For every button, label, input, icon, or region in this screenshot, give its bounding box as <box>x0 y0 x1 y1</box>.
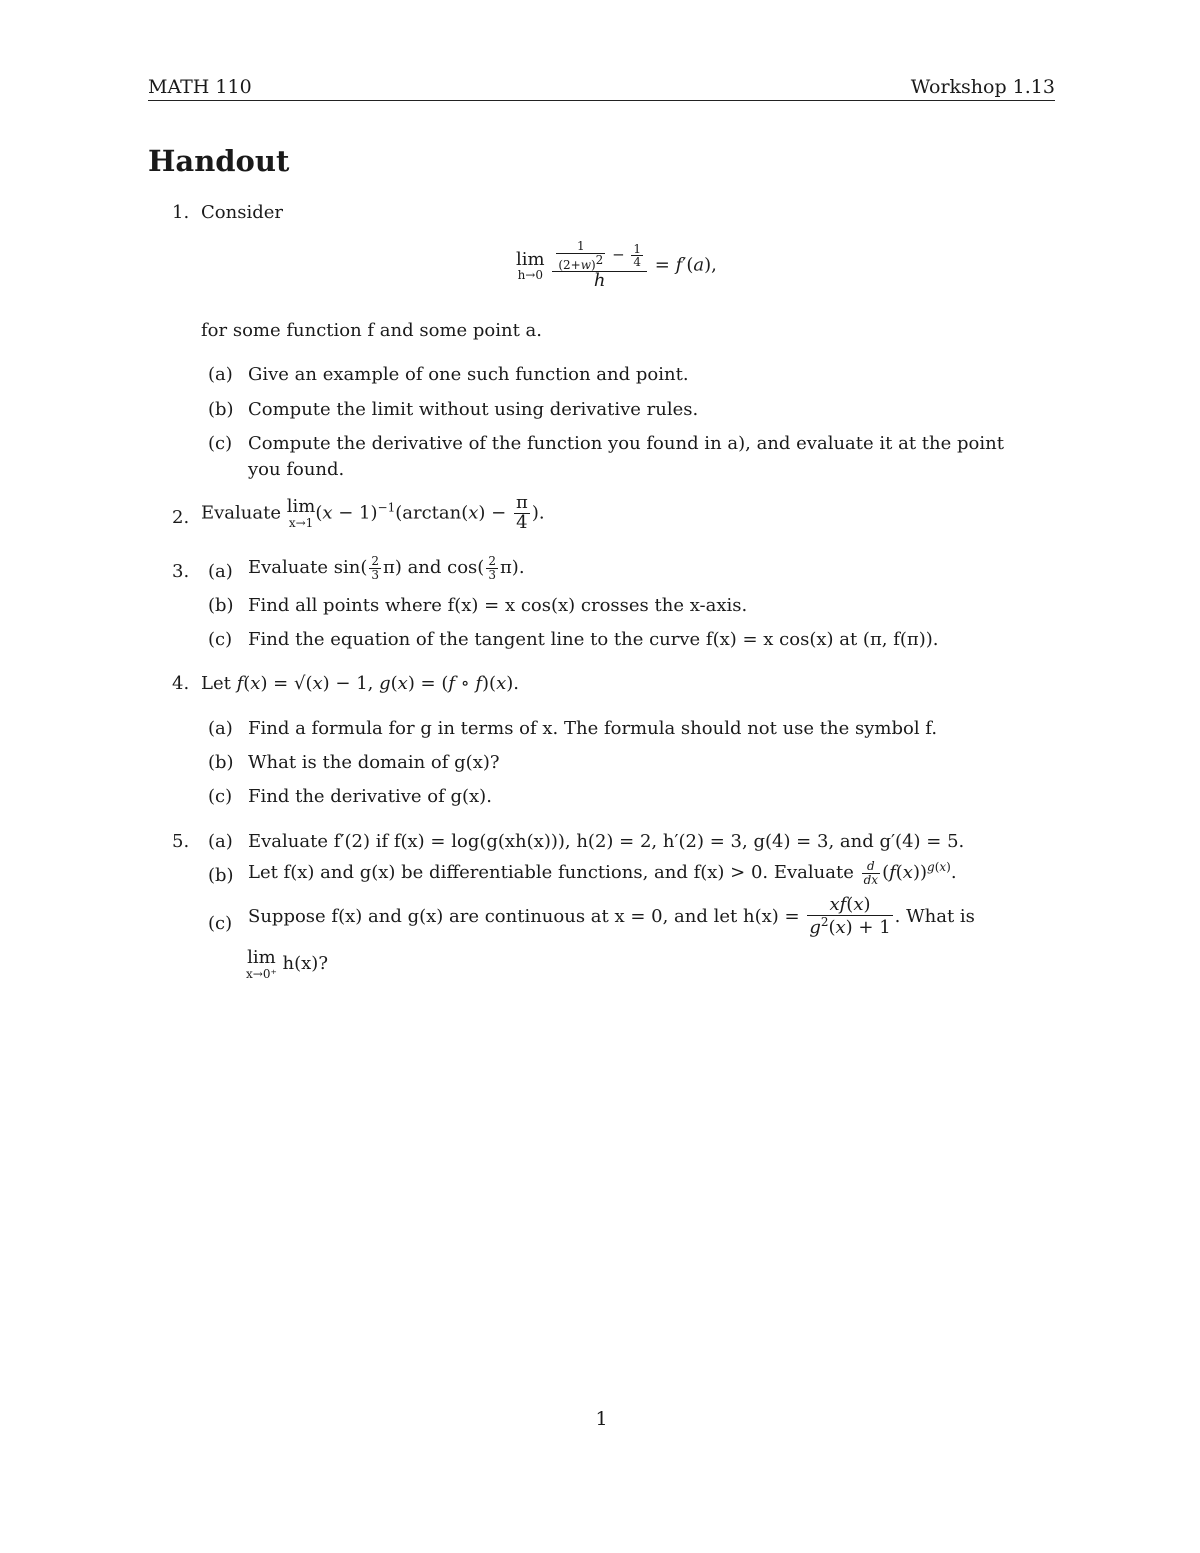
course-name: MATH 110 <box>148 76 252 98</box>
q1c-label: (c) <box>208 433 233 454</box>
q3a-label: (a) <box>208 561 233 582</box>
q3a-lead: Evaluate <box>248 557 329 579</box>
page-title: Handout <box>148 144 290 178</box>
q1b-text: Compute the limit without using derivative rules. <box>248 399 699 420</box>
q5c-text: Suppose f(x) and g(x) are continuous at x = 0, and let h(x) = <box>248 905 800 927</box>
document-page <box>148 0 1055 1553</box>
workshop-label: Workshop 1.13 <box>910 76 1055 98</box>
q3b-label: (b) <box>208 595 234 616</box>
q4c-label: (c) <box>208 786 233 807</box>
q1c-text: Compute the derivative of the function you found in a), and evaluate it at the point <box>248 433 1004 454</box>
q3c-text: Find the equation of the tangent line to the curve f(x) = x cos(x) at (π, f(π)). <box>248 629 939 650</box>
q1c-text-cont: you found. <box>248 459 345 480</box>
q5c-end: h(x)? <box>282 952 328 974</box>
q3a-text: Evaluate sin( $\frac{2}{3}$ π) and cos( $\frac{2}{3}$ π). <box>248 554 525 582</box>
q1b-label: (b) <box>208 399 234 420</box>
q1-number: 1. <box>172 202 190 223</box>
q1a-label: (a) <box>208 364 233 385</box>
q5a-label: (a) <box>208 831 233 852</box>
q4-lead: Let <box>201 673 231 694</box>
q5c-tail: . What is <box>894 905 975 927</box>
q5c-limit-var: x→0⁺ <box>246 966 277 981</box>
q2-number: 2. <box>172 507 190 528</box>
q2-lead: Evaluate <box>201 502 282 524</box>
q3b-text: Find all points where f(x) = x cos(x) crosses the x-axis. <box>248 595 748 616</box>
q3c-label: (c) <box>208 629 233 650</box>
q5c-label: (c) <box>208 913 233 934</box>
q4b-label: (b) <box>208 752 234 773</box>
q1-intro: Consider <box>201 202 283 223</box>
page-header <box>148 74 1055 101</box>
q3-number: 3. <box>172 561 190 582</box>
q5b-text: Let f(x) and g(x) be differentiable functions, and f(x) > 0. Evaluate <box>248 862 854 884</box>
q5a-text: Evaluate f′(2) if f(x) = log(g(xh(x))), h(2) = 2, h′(2) = 3, g(4) = 3, and g′(4) = 5. <box>248 831 965 852</box>
q5c-line: Suppose f(x) and g(x) are continuous at x = 0, and let h(x) = $\frac{xf(x)}{g^2(x) + 1}$ . What is <box>248 894 975 938</box>
q1-limit-var: h→0 <box>517 268 543 283</box>
q1-limit-formula: lim h→0 $\frac{1}{(2+w)^2}$ − $\frac{1}{4}$ h = f′(a), <box>516 239 717 292</box>
q5b-label: (b) <box>208 865 234 886</box>
q5c-limit: lim x→0⁺ h(x)? <box>246 947 328 981</box>
page-number: 1 <box>595 1408 608 1430</box>
q4b-text: What is the domain of g(x)? <box>248 752 500 773</box>
q5-number: 5. <box>172 831 190 852</box>
q2-limit-var: x→1 <box>288 516 314 531</box>
q4-number: 4. <box>172 673 190 694</box>
q4a-label: (a) <box>208 718 233 739</box>
q4a-text: Find a formula for g in terms of x. The formula should not use the symbol f. <box>248 718 938 739</box>
q4c-text: Find the derivative of g(x). <box>248 786 492 807</box>
q4-text: Let f(x) = √(x) − 1, g(x) = (f ∘ f)(x). <box>201 673 519 694</box>
q1a-text: Give an example of one such function and point. <box>248 364 689 385</box>
q2-text: Evaluate lim x→1 $(x - 1)^{-1}(\arctan(x)$ − $\frac{\pi}{4}$ ). <box>201 492 545 533</box>
q5b-line: Let f(x) and g(x) be differentiable functions, and f(x) > 0. Evaluate $\frac{d}{dx}$ $(f(x))^{g(x)}$. <box>248 859 957 887</box>
q1-tail: for some function f and some point a. <box>201 320 542 341</box>
